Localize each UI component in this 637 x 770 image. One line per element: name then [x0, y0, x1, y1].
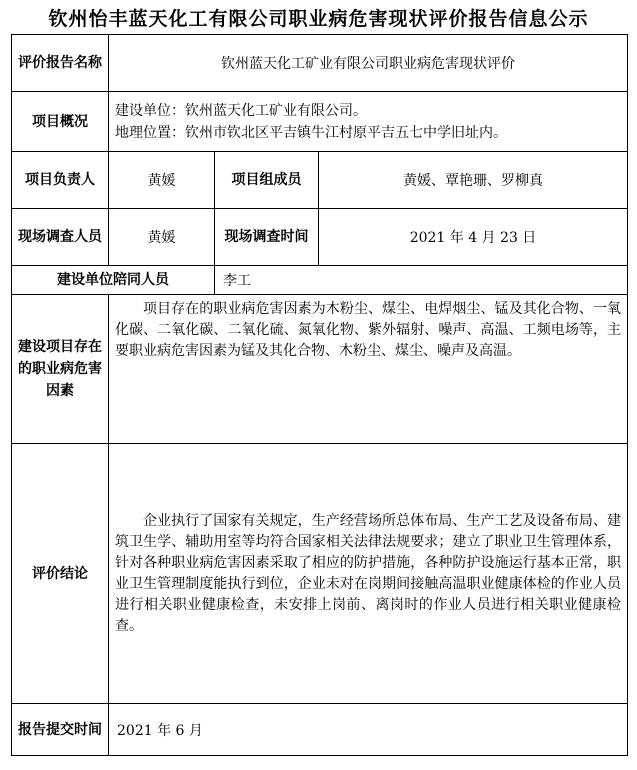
report-name-label: 评价报告名称 — [12, 35, 109, 92]
survey-staff-label: 现场调查人员 — [12, 209, 109, 266]
row-conclusion — [12, 444, 628, 704]
row-overview — [12, 92, 628, 152]
members-label: 项目组成员 — [215, 152, 319, 209]
info-table — [11, 34, 628, 756]
escort-label: 建设单位陪同人员 — [12, 266, 215, 295]
escort-value: 李工 — [215, 266, 628, 295]
survey-time-value: 2021 年 4 月 23 日 — [319, 209, 628, 266]
submit-value: 2021 年 6 月 — [109, 704, 628, 756]
overview-builder: 建设单位：钦州蓝天化工矿业有限公司。 — [115, 102, 367, 119]
overview-label: 项目概况 — [12, 92, 109, 152]
submit-label: 报告提交时间 — [12, 704, 109, 756]
hazards-label: 建设项目存在的职业病危害因素 — [12, 295, 109, 444]
survey-time-label: 现场调查时间 — [215, 209, 319, 266]
overview-location: 地理位置：钦州市钦北区平吉镇牛江村原平吉五七中学旧址内。 — [115, 124, 507, 141]
report-name-value: 钦州蓝天化工矿业有限公司职业病危害现状评价 — [109, 35, 628, 92]
row-escort — [12, 266, 628, 295]
leader-value: 黄媛 — [109, 152, 215, 209]
survey-staff-value: 黄媛 — [109, 209, 215, 266]
hazards-text: 项目存在的职业病危害因素为木粉尘、煤尘、电焊烟尘、锰及其化合物、一氧化碳、二氧化碳、二氧化硫、氮氧化物、紫外辐射、噪声、高温、工频电场等，主要职业病危害因素为锰及其化合物、木粉尘、煤尘、噪声及高温。 — [109, 295, 628, 444]
row-submit — [12, 704, 628, 756]
conclusion-text: 企业执行了国家有关规定，生产经营场所总体布局、生产工艺及设备布局、建筑卫生学、辅助用室等均符合国家相关法律法规要求；建立了职业卫生管理体系，针对各种职业病危害因素采取了相应的防护措施，各种防护设施运行基本正常，职业卫生管理制度能执行到位，企业未对在岗期间接触高温职业健康体检的作业人员进行相关职业健康检查，未安排上岗前、离岗时的作业人员进行相关职业健康检查。 — [109, 444, 628, 704]
leader-label: 项目负责人 — [12, 152, 109, 209]
row-report-name — [12, 35, 628, 92]
conclusion-label: 评价结论 — [12, 444, 109, 704]
row-leader — [12, 152, 628, 209]
row-hazards — [12, 295, 628, 444]
overview-content — [109, 92, 628, 152]
page-title: 钦州怡丰蓝天化工有限公司职业病危害现状评价报告信息公示 — [48, 8, 589, 30]
row-survey — [12, 209, 628, 266]
members-value: 黄媛、覃艳珊、罗柳真 — [319, 152, 628, 209]
